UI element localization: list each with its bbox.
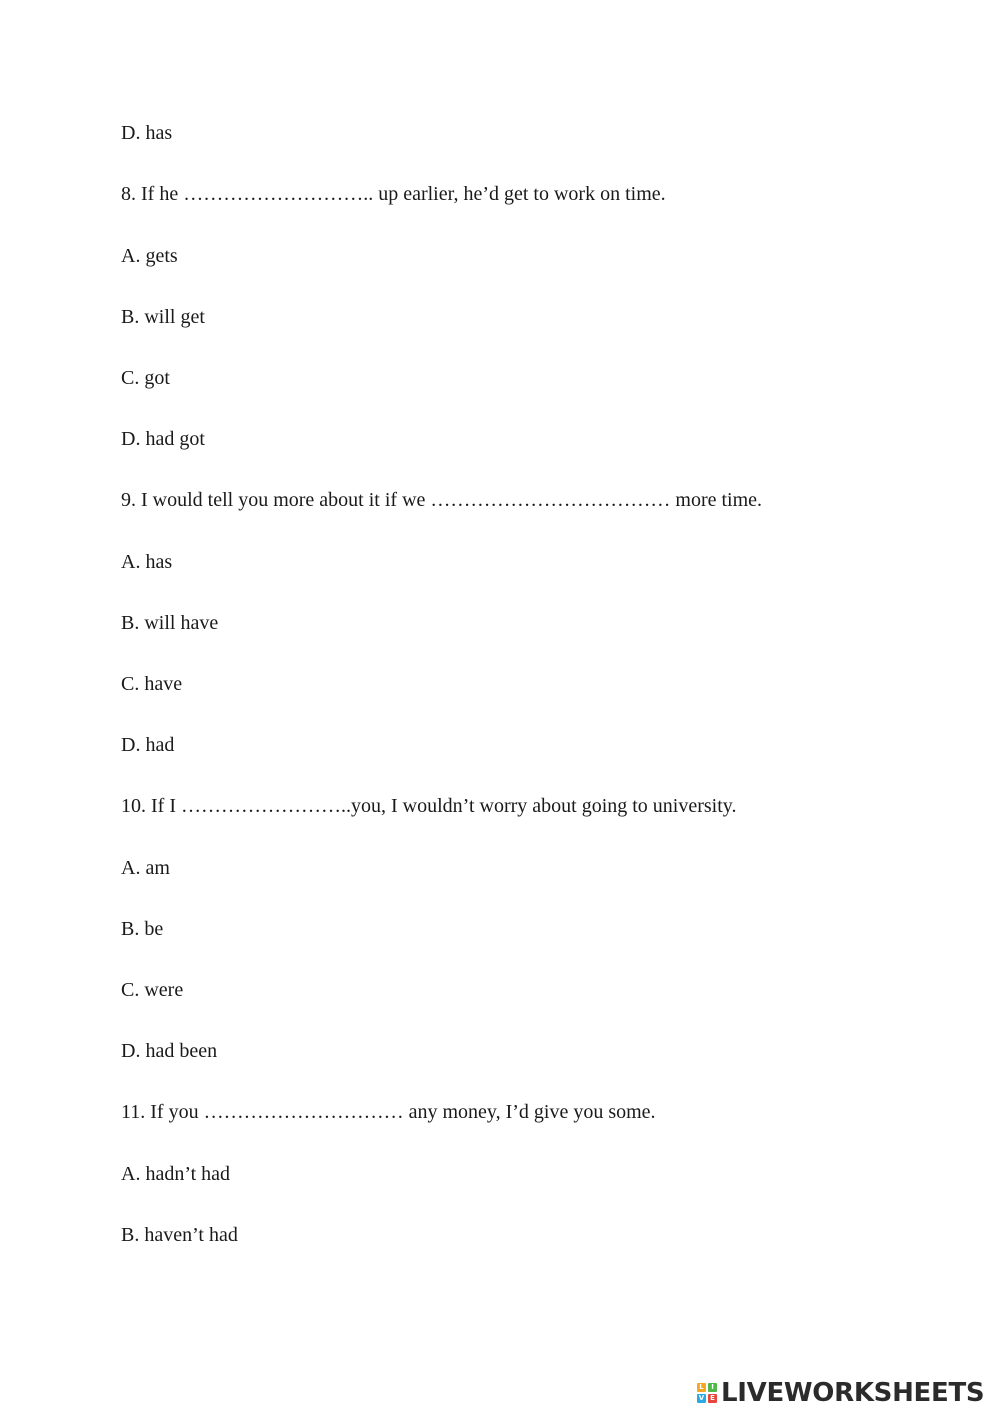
logo-mark-icon	[697, 1383, 717, 1403]
logo-mark-letter: V	[698, 1394, 705, 1402]
option-9d: D. had	[121, 734, 175, 756]
option-9a: A. has	[121, 551, 173, 573]
logo-text: LIVEWORKSHEETS	[721, 1378, 985, 1408]
option-8c: C. got	[121, 367, 170, 389]
option-10b: B. be	[121, 918, 164, 940]
question-8: 8. If he ……………………….. up earlier, he’d get to work on time.	[121, 183, 666, 205]
option-10d: D. had been	[121, 1040, 218, 1062]
option-9c: C. have	[121, 673, 183, 695]
option-8d: D. had got	[121, 428, 205, 450]
question-9: 9. I would tell you more about it if we ……………………………… more time.	[121, 489, 763, 511]
option-7d: D. has	[121, 122, 173, 144]
option-9b: B. will have	[121, 612, 219, 634]
option-10c: C. were	[121, 979, 184, 1001]
question-11: 11. If you ………………………… any money, I’d give you some.	[121, 1101, 656, 1123]
question-10: 10. If I ……………………..you, I wouldn’t worry about going to university.	[121, 795, 737, 817]
liveworksheets-logo	[697, 1378, 984, 1408]
option-11b: B. haven’t had	[121, 1224, 238, 1246]
option-8a: A. gets	[121, 245, 178, 267]
option-10a: A. am	[121, 857, 170, 879]
option-11a: A. hadn’t had	[121, 1163, 231, 1185]
logo-mark-letter: I	[708, 1383, 717, 1392]
logo-mark-letter: E	[708, 1394, 717, 1403]
logo-mark-letter: L	[697, 1383, 706, 1392]
option-8b: B. will get	[121, 306, 205, 328]
